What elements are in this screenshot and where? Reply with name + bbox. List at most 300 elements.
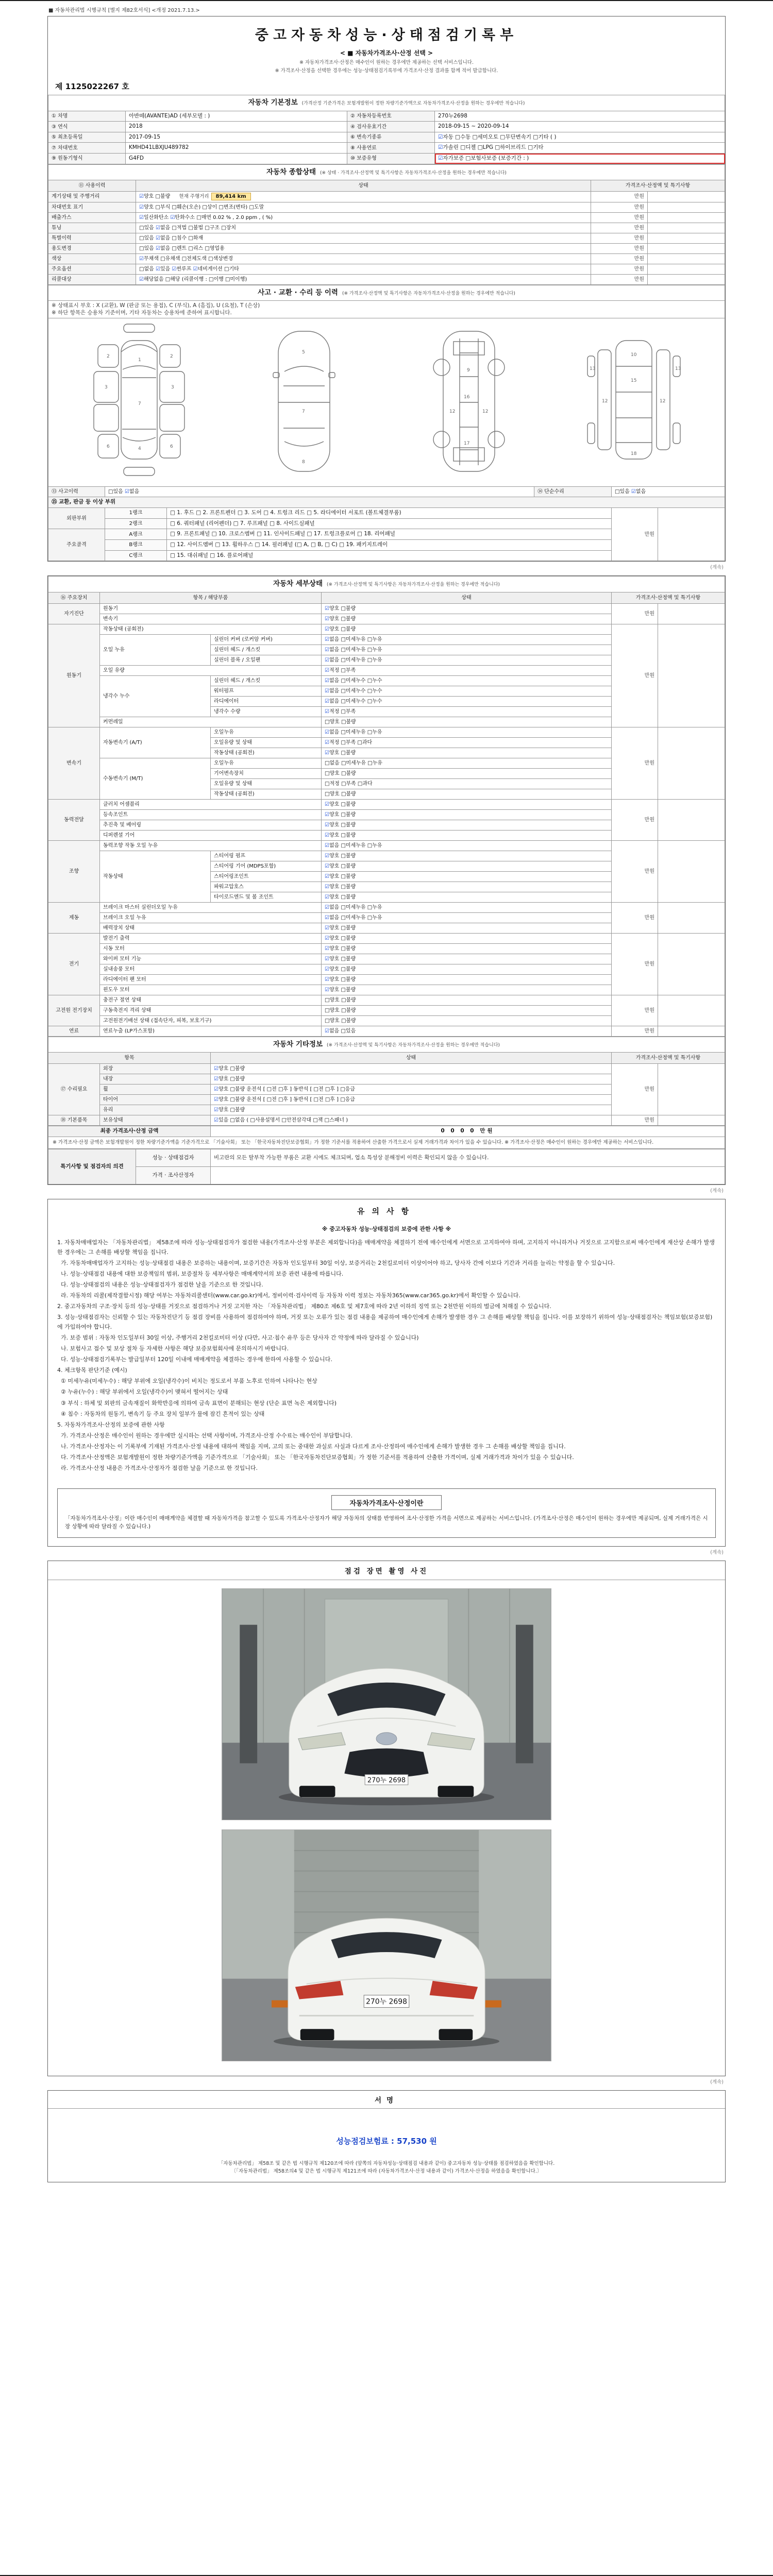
simple-repair-label: ⑭ 단순수리 bbox=[534, 487, 611, 497]
comprehensive-row bbox=[48, 274, 725, 284]
svg-text:2: 2 bbox=[170, 354, 173, 360]
price-cell: 만원 bbox=[591, 223, 647, 233]
svg-text:7: 7 bbox=[138, 401, 141, 407]
opinion-title: 특기사항 및 점검자의 의견 bbox=[48, 1149, 136, 1184]
state-cell: ☑적정 □부족 bbox=[322, 706, 612, 717]
state-cell: ☑양호 □불량 운전석 [ □전 □후 ] 동반석 [ □전 □후 ] □응급 bbox=[211, 1084, 612, 1095]
note-cell bbox=[658, 603, 725, 624]
svg-text:1: 1 bbox=[138, 358, 141, 363]
notice-line: 가. 자동차매매업자가 고지하는 성능·상태점검 내용은 보증하는 내용이며, 보증기간은 자동차 인도일부터 30일 이상, 보증거리는 2천킬로미터 이상이어야 하고, 당사자 간에 이보다 기간과 거리를 늘리는 약정을 할 수 있습니다. bbox=[57, 1259, 615, 1266]
column-header: 상태 bbox=[136, 180, 591, 192]
state-cell: ☑없음 □미세누유 □누유 bbox=[322, 840, 612, 851]
subitem-cell: 작동상태 (공회전) bbox=[211, 789, 322, 799]
subitem-cell: 실린더 헤드 / 개스킷 bbox=[211, 645, 322, 655]
svg-text:17: 17 bbox=[464, 441, 470, 447]
svg-text:13: 13 bbox=[675, 366, 681, 372]
svg-text:15: 15 bbox=[631, 378, 637, 384]
other-info-row bbox=[48, 1064, 725, 1074]
appraiser-opinion-text bbox=[211, 1167, 725, 1184]
state-cell: ☑양호 □불량 bbox=[211, 1064, 612, 1074]
svg-text:5: 5 bbox=[302, 350, 305, 355]
note-cell bbox=[658, 624, 725, 727]
field-value: 2018 bbox=[126, 122, 347, 132]
simple-repair-state: □있음 ☑없음 bbox=[611, 487, 725, 497]
notices-title: 유의사항 bbox=[357, 1207, 416, 1216]
subitem-cell: 실린더 헤드 / 개스킷 bbox=[211, 675, 322, 686]
usage-history-label: 용도변경 bbox=[48, 243, 136, 253]
item-cell: 시동 모터 bbox=[100, 943, 322, 954]
notice-line: ④ 침수 : 자동차의 원동기, 변속기 등 주요 장치 일부가 물에 잠긴 흔적이 있는 상태 bbox=[57, 1410, 265, 1417]
table-row bbox=[48, 1126, 725, 1137]
column-header: ⑯ 주요장치 bbox=[48, 592, 100, 603]
item-cell: 클러치 어셈블리 bbox=[100, 799, 322, 809]
subitem-cell: 타이로드엔드 및 볼 조인트 bbox=[211, 892, 322, 902]
column-header: 항목 bbox=[48, 1053, 211, 1064]
final-price-table bbox=[48, 1126, 725, 1137]
price-cell: 만원 bbox=[591, 212, 647, 223]
comprehensive-row bbox=[48, 253, 725, 264]
state-cell: □양호 □불량 bbox=[322, 789, 612, 799]
fee-value: 57,530 원 bbox=[397, 2137, 437, 2146]
comprehensive-row bbox=[48, 223, 725, 233]
notice-line: 가. 보증 범위 : 자동차 인도일부터 30일 이상, 주행거리 2천킬로미터 이상 (다만, 사고·침수 유무 등은 당사자 간 약정에 따라 달라질 수 있습니다) bbox=[57, 1334, 419, 1341]
field-value: 270누2698 bbox=[435, 111, 725, 122]
note-cell bbox=[658, 727, 725, 799]
svg-text:10: 10 bbox=[631, 352, 637, 358]
svg-text:9: 9 bbox=[467, 368, 470, 374]
subitem-cell: 워터펌프 bbox=[211, 686, 322, 696]
comprehensive-row bbox=[48, 243, 725, 253]
usage-history-label: 리콜대상 bbox=[48, 274, 136, 284]
note-cell bbox=[647, 264, 725, 274]
photo-section-title: 점검 장면 촬영 사진 bbox=[48, 1561, 725, 1580]
field-value: ☑자동 □수동 □세미오토 □무단변속기 □기타 ( ) bbox=[435, 132, 725, 143]
table-row bbox=[48, 154, 725, 164]
state-cell: □양호 □불량 bbox=[322, 1005, 612, 1015]
detail-row bbox=[48, 933, 725, 943]
comprehensive-row bbox=[48, 192, 725, 202]
item-cell: 작동상태 bbox=[100, 851, 211, 902]
fee-label: 성능점검보험료 : bbox=[336, 2137, 394, 2146]
other-item-label: 외장 bbox=[100, 1064, 211, 1074]
state-cell: ☑양호 □불량 bbox=[322, 830, 612, 840]
inspection-photo-rear bbox=[222, 1829, 551, 2061]
table-header-row bbox=[48, 180, 725, 192]
state-cell: ☑양호 □불량 bbox=[322, 799, 612, 809]
svg-text:270누 2698: 270누 2698 bbox=[366, 1997, 407, 2006]
item-cell: 충전구 절연 상태 bbox=[100, 995, 322, 1005]
state-cell: ☑양호 □불량 bbox=[322, 933, 612, 943]
notice-line: 4. 체크항목 판단기준 (예시) bbox=[57, 1367, 127, 1374]
state-cell: ☑양호 □불량 bbox=[322, 748, 612, 758]
subitem-cell: 오일유량 및 상태 bbox=[211, 737, 322, 748]
state-cell: ☑없음 □있음 bbox=[322, 1026, 612, 1036]
accident-history-state: □있음 ☑없음 bbox=[105, 487, 534, 497]
state-cell: ☑없음 □미세누수 □누수 bbox=[322, 686, 612, 696]
detail-row bbox=[48, 902, 725, 912]
subitem-cell: 작동상태 (공회전) bbox=[211, 748, 322, 758]
form-header bbox=[48, 16, 725, 78]
notice-line: ③ 부식 : 하체 및 외판의 금속재질이 화학반응에 의하여 금속 표면이 분해되는 현상 (단순 표면 녹은 제외합니다) bbox=[57, 1399, 337, 1406]
panel-group-cell: 주요골격 bbox=[48, 529, 105, 561]
state-cell: ☑양호 □불량 bbox=[322, 964, 612, 974]
usage-history-label: 색상 bbox=[48, 253, 136, 264]
note-cell bbox=[647, 223, 725, 233]
other-section-title: 자동차 기타정보 (※ 가격조사·산정액 및 특기사항은 자동차가격조사·산정을 원하는 경우에만 적습니다) bbox=[48, 1037, 725, 1053]
state-cell: ☑적정 □부족 bbox=[322, 665, 612, 675]
note-cell bbox=[658, 933, 725, 995]
detail-row bbox=[48, 799, 725, 809]
comprehensive-section-title: 자동차 종합상태 (※ 상태 · 가격조사·산정액 및 특기사항은 자동차가격조사·산정을 원하는 경우에만 적습니다) bbox=[48, 164, 725, 180]
usage-history-label: 주요옵션 bbox=[48, 264, 136, 274]
accident-history-table bbox=[48, 285, 725, 562]
rank-label-cell: B랭크 bbox=[105, 540, 167, 551]
notice-line: 라. 가격조사·산정 내용은 가격조사·산정자가 점검한 날을 기준으로 한 것입니다. bbox=[57, 1465, 258, 1472]
other-item-label: 휠 bbox=[100, 1084, 211, 1095]
state-cell: ☑양호 □불량 bbox=[322, 624, 612, 634]
detail-row bbox=[48, 995, 725, 1005]
page-title: 중고자동차성능·상태점검기록부 bbox=[255, 27, 518, 43]
item-cell: 연료누출 (LP가스포함) bbox=[100, 1026, 322, 1036]
device-group-cell: 자기진단 bbox=[48, 603, 100, 624]
price-cell: 만원 bbox=[611, 1026, 658, 1036]
subitem-cell: 냉각수 수량 bbox=[211, 706, 322, 717]
device-group-cell: 연료 bbox=[48, 1026, 100, 1036]
basic-info-table bbox=[48, 95, 725, 164]
state-cell: ☑없음 □미세누유 □누유 bbox=[322, 634, 612, 645]
note-cell bbox=[658, 995, 725, 1026]
state-cell: ☑양호 □불량 bbox=[322, 985, 612, 995]
note-cell bbox=[647, 212, 725, 223]
svg-text:16: 16 bbox=[464, 395, 470, 400]
svg-text:3: 3 bbox=[105, 385, 108, 391]
detail-row bbox=[48, 1026, 725, 1036]
subitem-cell: 라디에이터 bbox=[211, 696, 322, 706]
note-cell bbox=[658, 1026, 725, 1036]
accident-history-label: ⑬ 사고이력 bbox=[48, 487, 105, 497]
appraiser-label: 가격 · 조사산정자 bbox=[136, 1167, 211, 1184]
state-cell: ☑없음 □미세누유 □누유 bbox=[322, 912, 612, 923]
notice-line: 1. 자동차매매업자는 「자동차관리법」 제58조에 따라 성능·상태점검자가 점검한 내용(가격조사·산정 부분은 제외합니다)을 매매계약을 체결하기 전에 매수인에게 서면으로 고지하여야 하며, 고지하지 아니하거나 거짓으로 고지함으로써 매수인에게 재산상 손해가 발생한 경우에는 그 손해를 배상할 책임을 집니다. bbox=[57, 1239, 715, 1256]
field-label: ⑦ 차대번호 bbox=[48, 143, 126, 154]
item-cell: 동력조향 작동 오일 누유 bbox=[100, 840, 322, 851]
state-cell: ☑양호 □불량 bbox=[322, 923, 612, 933]
current-mileage-value: 89,414 km bbox=[211, 193, 251, 200]
subitem-cell: 오일누유 bbox=[211, 727, 322, 737]
state-cell: ☑없음 □미세누유 □누유 bbox=[322, 727, 612, 737]
item-cell: 추진축 및 베어링 bbox=[100, 820, 322, 830]
field-label: ⑥ 변속기종류 bbox=[347, 132, 435, 143]
state-cell: □적정 □부족 □과다 bbox=[322, 778, 612, 789]
field-value: G4FD bbox=[126, 154, 347, 164]
item-cell: 구동축전지 격리 상태 bbox=[100, 1005, 322, 1015]
rank-row bbox=[48, 508, 725, 519]
state-mark-legend: ※ 상태표시 부호 : X (교환), W (판금 또는 용접), C (부식), A (흠집), U (요철), T (손상) ※ 하단 항목은 승용차 기준이며, 기타 자동차는 승용차에 준하여 표시합니다. bbox=[48, 301, 725, 318]
table-row bbox=[48, 122, 725, 132]
state-cell: ☑해당없음 □해당 (리콜이행 : □이행 □미이행) bbox=[136, 274, 591, 284]
notice-line: ① 미세누유(미세누수) : 해당 부위에 오일(냉각수)이 비치는 정도로서 부품 노후로 인하여 나타나는 현상 bbox=[57, 1378, 317, 1385]
note-cell bbox=[647, 233, 725, 243]
diagram-row bbox=[48, 318, 725, 487]
final-price-value: 0 0 0 0 만원 bbox=[211, 1126, 725, 1137]
field-value: KMHD41LBXJU489782 bbox=[126, 143, 347, 154]
svg-text:13: 13 bbox=[590, 366, 596, 372]
car-exterior-unfolded-diagram bbox=[62, 320, 216, 485]
price-cell: 만원 bbox=[611, 933, 658, 995]
item-cell: 고전원전기배선 상태 (접속단자, 피복, 보호기구) bbox=[100, 1015, 322, 1026]
field-label: ⑨ 원동기형식 bbox=[48, 154, 126, 164]
detail-row bbox=[48, 624, 725, 634]
rank-items-cell: □ 15. 대쉬패널 □ 16. 플로어패널 bbox=[167, 550, 612, 561]
table-row bbox=[48, 132, 725, 143]
field-value: 아반떼(AVANTE)AD (세부모델 : ) bbox=[126, 111, 347, 122]
state-cell: ☑양호 □불량 bbox=[211, 1105, 612, 1115]
item-cell: 발전기 출력 bbox=[100, 933, 322, 943]
state-cell: ☑양호 □불량 bbox=[322, 974, 612, 985]
notice-line: ※ 중고자동차 성능·상태점검의 보증에 관한 사항 ※ bbox=[322, 1226, 451, 1233]
state-cell: ☑적정 □부족 □과다 bbox=[322, 737, 612, 748]
price-survey-select-title: < ■ 자동차가격조사·산정 선택 > bbox=[340, 49, 433, 57]
svg-text:2: 2 bbox=[107, 354, 110, 360]
item-cell: 브레이크 오일 누유 bbox=[100, 912, 322, 923]
price-cell: 만원 bbox=[611, 902, 658, 933]
column-header: 가격조사·산정액 및 특기사항 bbox=[611, 1053, 725, 1064]
other-group-cell: ⑰ 수리필요 bbox=[48, 1064, 100, 1115]
page-box-1 bbox=[47, 16, 726, 562]
price-survey-note-2: ※ 가격조사·산정을 선택한 경우에는 성능·상태점검기록부에 가격조사·산정 결과를 함께 적어 발급합니다. bbox=[275, 68, 498, 74]
state-cell: ☑양호 □불량 bbox=[322, 943, 612, 954]
notice-line: 가. 가격조사·산정은 매수인이 원하는 경우에만 실시하는 선택 사항이며, 가격조사·산정 수수료는 매수인이 부담합니다. bbox=[57, 1432, 352, 1439]
notices-body bbox=[48, 1221, 725, 1483]
price-cell: 만원 bbox=[611, 840, 658, 902]
continue-marker: (계속) bbox=[710, 565, 724, 571]
item-cell: 원동기 bbox=[100, 603, 322, 614]
note-cell bbox=[647, 192, 725, 202]
final-price-label: 최종 가격조사·산정 금액 bbox=[48, 1126, 211, 1137]
rank-label-cell: 2랭크 bbox=[105, 518, 167, 529]
notice-line: 라. 자동차의 리콜(제작결함시정) 해당 여부는 자동차리콜센터(www.car.go.kr)에서, 정비이력·검사이력 등 자동차 이력 정보는 자동차365(www.car365.go.kr)에서 확인할 수 있습니다. bbox=[57, 1292, 520, 1299]
svg-text:18: 18 bbox=[631, 451, 637, 457]
inspection-photo-front bbox=[222, 1588, 551, 1820]
continue-marker: (계속) bbox=[710, 1550, 724, 1556]
column-header: 항목 / 해당부품 bbox=[100, 592, 322, 603]
rank-items-cell: □ 12. 사이드멤버 □ 13. 휠하우스 □ 14. 필러패널 (□ A, □ B, □ C) □ 19. 패키지트레이 bbox=[167, 540, 612, 551]
inspector-opinion-text: 비고란의 모든 탈부착 가능한 부품은 교환 시에도 체크되며, 업소 특성상 분해정비 이력은 확인되지 않을 수 있습니다. bbox=[211, 1149, 725, 1167]
svg-text:6: 6 bbox=[107, 444, 110, 450]
field-label: ③ 연식 bbox=[48, 122, 126, 132]
field-label: ⑩ 보증유형 bbox=[347, 154, 435, 164]
other-info-table bbox=[48, 1037, 725, 1126]
state-cell: ☑양호 □부식 □훼손(오손) □상이 □변조(변타) □도말 bbox=[136, 202, 591, 212]
table-row bbox=[48, 1167, 725, 1184]
document-number: 제 1125022267 호 bbox=[55, 82, 129, 91]
device-group-cell: 고전원 전기장치 bbox=[48, 995, 100, 1026]
state-cell: ☑양호 □불량 bbox=[322, 820, 612, 830]
device-group-cell: 전기 bbox=[48, 933, 100, 995]
price-cell: 만원 bbox=[611, 995, 658, 1026]
svg-text:270누 2698: 270누 2698 bbox=[367, 1776, 406, 1785]
price-cell: 만원 bbox=[611, 727, 658, 799]
subitem-cell: 파워고압호스 bbox=[211, 882, 322, 892]
svg-text:7: 7 bbox=[302, 409, 305, 415]
price-cell: 만원 bbox=[591, 192, 647, 202]
state-cell: ☑양호 □불량 bbox=[322, 882, 612, 892]
table-header-row bbox=[48, 592, 725, 603]
rank-items-cell: □ 1. 후드 □ 2. 프론트펜더 □ 3. 도어 □ 4. 트렁크 리드 □ 5. 라디에이터 서포트 (볼트체결부품) bbox=[167, 508, 612, 519]
item-cell: 오일 누유 bbox=[100, 634, 211, 665]
state-cell: □있음 ☑없음 □적법 □불법 □구조 □장치 bbox=[136, 223, 591, 233]
device-group-cell: 제동 bbox=[48, 902, 100, 933]
state-cell: ☑양호 □불량 bbox=[322, 861, 612, 871]
subitem-cell: 스티어링조인트 bbox=[211, 871, 322, 882]
notice-line: 나. 성능·상태점검 내용에 대한 보증책임의 범위, 보증절차 등 세부사항은 매매계약서의 보증 관련 내용에 따릅니다. bbox=[57, 1270, 344, 1277]
item-cell: 배력장치 상태 bbox=[100, 923, 322, 933]
panel-group-cell: 외판부위 bbox=[48, 508, 105, 529]
note-cell bbox=[658, 1115, 725, 1126]
subitem-cell: 실린더 블록 / 오일팬 bbox=[211, 655, 322, 665]
usage-history-label: 특별이력 bbox=[48, 233, 136, 243]
column-header: 가격조사·산정액 및 특기사항 bbox=[591, 180, 725, 192]
svg-text:12: 12 bbox=[449, 409, 456, 415]
continue-marker: (계속) bbox=[710, 1188, 724, 1194]
state-cell: ☑양호 □불량 운전석 [ □전 □후 ] 동반석 [ □전 □후 ] □응급 bbox=[211, 1095, 612, 1105]
exchange-area-label: ⑮ 교환, 판금 등 이상 부위 bbox=[48, 497, 725, 508]
item-cell: 작동상태 (공회전) bbox=[100, 624, 322, 634]
state-cell: ☑일산화탄소 ☑탄화수소 □매연 0.02 % , 2.0 ppm , ( %) bbox=[136, 212, 591, 223]
rank-items-cell: □ 6. 쿼터패널 (리어펜더) □ 7. 루프패널 □ 8. 사이드실패널 bbox=[167, 518, 612, 529]
car-frame-unfolded-diagram bbox=[557, 320, 711, 485]
note-cell bbox=[658, 1064, 725, 1115]
table-row bbox=[48, 497, 725, 508]
item-cell: 변속기 bbox=[100, 614, 322, 624]
svg-text:3: 3 bbox=[171, 385, 174, 391]
note-cell bbox=[658, 840, 725, 902]
state-cell: ☑양호 □불량 bbox=[322, 892, 612, 902]
note-cell bbox=[658, 508, 725, 561]
signature-section-title: 서명 bbox=[48, 2091, 725, 2109]
price-cell: 만원 bbox=[591, 233, 647, 243]
item-cell: 라디에이터 팬 모터 bbox=[100, 974, 322, 985]
note-cell bbox=[647, 274, 725, 284]
other-info-row bbox=[48, 1115, 725, 1126]
other-item-label: 내장 bbox=[100, 1074, 211, 1084]
car-top-view-diagram bbox=[227, 320, 381, 485]
price-survey-definition-title: 자동차가격조사·산정이란 bbox=[331, 1495, 441, 1510]
subitem-cell: 기어변속장치 bbox=[211, 768, 322, 778]
rank-items-cell: □ 9. 프론트패널 □ 10. 크로스멤버 □ 11. 인사이드패널 □ 17. 트렁크플로어 □ 18. 리어패널 bbox=[167, 529, 612, 540]
state-cell: ☑양호 □불량 bbox=[322, 851, 612, 861]
legend-row bbox=[48, 301, 725, 318]
note-cell bbox=[658, 799, 725, 840]
field-label: ① 차명 bbox=[48, 111, 126, 122]
notice-line: 다. 성능·상태점검의 내용은 성능·상태점검자가 점검한 날을 기준으로 한 것입니다. bbox=[57, 1281, 263, 1288]
notice-line: ② 누유(누수) : 해당 부위에서 오일(냉각수)이 맺혀서 떨어지는 상태 bbox=[57, 1388, 228, 1396]
usage-history-label: 계기상태 및 주행거리 bbox=[48, 192, 136, 202]
state-cell: ☑양호 □불량 bbox=[211, 1074, 612, 1084]
state-cell: □있음 ☑없음 □렌트 □리스 □영업용 bbox=[136, 243, 591, 253]
state-cell: ☑양호 □불량 bbox=[322, 603, 612, 614]
price-cell: 만원 bbox=[591, 264, 647, 274]
price-survey-definition-text: 「자동차가격조사·산정」이란 매수인이 매매계약을 체결할 때 자동차가격을 참고할 수 있도록 가격조사·산정자가 해당 자동차의 상태를 반영하여 조사·산정한 가격을 서면으로 제공하는 서비스입니다. (가격조사·산정은 매수인이 원하는 경우에만 제공되며, 실제 거래가격은 시장 상황에 따라 달라질 수 있습니다.) bbox=[65, 1515, 708, 1530]
detail-row bbox=[48, 727, 725, 737]
rank-label-cell: A랭크 bbox=[105, 529, 167, 540]
table-header-row bbox=[48, 1053, 725, 1064]
warranty-type-value: ☑자가보증 □보험사보증 (보증기간 : ) bbox=[435, 154, 725, 164]
state-cell: ☑없음 □미세누유 □누유 bbox=[322, 655, 612, 665]
inspector-label: 성능 · 상태점검자 bbox=[136, 1149, 211, 1167]
price-survey-note-1: ※ 자동차가격조사·산정은 매수인이 원하는 경우에만 제공하는 선택 서비스입니다. bbox=[299, 60, 474, 65]
svg-text:8: 8 bbox=[302, 460, 305, 465]
subitem-cell: 오일누유 bbox=[211, 758, 322, 768]
notice-line: 다. 성능·상태점검기록부는 발급일부터 120일 이내에 매매계약을 체결하는 경우에 한하여 사용할 수 있습니다. bbox=[57, 1355, 332, 1363]
other-item-label: 타이어 bbox=[100, 1095, 211, 1105]
detail-row bbox=[48, 603, 725, 614]
state-cell: ☑양호 □불량 bbox=[322, 954, 612, 964]
state-cell: ☑양호 □불량 현재 주행거리 89,414 km bbox=[136, 192, 591, 202]
detail-row bbox=[48, 840, 725, 851]
item-cell: 브레이크 마스터 실린더오일 누유 bbox=[100, 902, 322, 912]
usage-history-label: 튜닝 bbox=[48, 223, 136, 233]
price-cell: 만원 bbox=[611, 508, 658, 561]
item-cell: 실내송풍 모터 bbox=[100, 964, 322, 974]
state-cell: □양호 □불량 bbox=[322, 717, 612, 727]
detail-section-title: 자동차 세부상태 (※ 가격조사·산정액 및 특기사항은 자동차가격조사·산정을 원하는 경우에만 적습니다) bbox=[48, 577, 725, 592]
price-cell: 만원 bbox=[611, 799, 658, 840]
field-label: ② 자동차등록번호 bbox=[347, 111, 435, 122]
usage-history-label: 차대번호 표기 bbox=[48, 202, 136, 212]
state-cell: □있음 ☑없음 □침수 □화재 bbox=[136, 233, 591, 243]
detail-state-table bbox=[48, 576, 725, 1037]
subitem-cell: 오일유량 및 상태 bbox=[211, 778, 322, 789]
item-cell: 와이퍼 모터 기능 bbox=[100, 954, 322, 964]
notice-line: 나. 가격조사·산정자는 이 기록부에 기재된 가격조사·산정 내용에 대하여 책임을 지며, 고의 또는 중대한 과실로 사실과 다르게 조사·산정하여 매수인에게 손해가 발생한 경우 그 손해를 배상할 책임을 집니다. bbox=[57, 1443, 566, 1450]
comprehensive-state-table bbox=[48, 164, 725, 285]
comprehensive-row bbox=[48, 264, 725, 274]
device-group-cell: 변속기 bbox=[48, 727, 100, 799]
item-cell: 냉각수 누수 bbox=[100, 675, 211, 717]
svg-text:12: 12 bbox=[482, 409, 489, 415]
other-item-label: 보유상태 bbox=[100, 1115, 211, 1126]
price-cell: 만원 bbox=[611, 1115, 658, 1126]
state-cell: ☑없음 □미세누유 □누유 bbox=[322, 645, 612, 655]
inspector-opinion-table bbox=[48, 1149, 725, 1184]
state-cell: □양호 □불량 bbox=[322, 1015, 612, 1026]
svg-text:12: 12 bbox=[602, 399, 608, 404]
item-cell: 커먼레일 bbox=[100, 717, 322, 727]
comprehensive-row bbox=[48, 212, 725, 223]
price-survey-definition-box bbox=[57, 1488, 716, 1538]
svg-text:4: 4 bbox=[138, 446, 141, 452]
table-row bbox=[48, 1149, 725, 1167]
note-cell bbox=[647, 243, 725, 253]
column-header: ⑪ 사용이력 bbox=[48, 180, 136, 192]
price-cell: 만원 bbox=[611, 1064, 658, 1115]
state-cell: ☑양호 □불량 bbox=[322, 809, 612, 820]
comprehensive-row bbox=[48, 233, 725, 243]
continue-marker: (계속) bbox=[710, 2079, 724, 2086]
field-label: ⑧ 사용연료 bbox=[347, 143, 435, 154]
page-box-4 bbox=[47, 1561, 726, 2076]
field-value: ☑가솔린 □디젤 □LPG □하이브리드 □기타 bbox=[435, 143, 725, 154]
basic-section-title: 자동차 기본정보 (가격산정 기준가격은 보험개발원이 정한 차량기준가액으로 자동차가격조사·산정을 원하는 경우에만 적습니다) bbox=[48, 95, 725, 111]
other-item-label: 유리 bbox=[100, 1105, 211, 1115]
final-price-note: ※ 가격조사·산정 금액은 보험개발원이 정한 차량기준가액을 기준가격으로 「기술사회」 또는 「한국자동차진단보증협회」가 정한 기준서를 적용하여 산출한 가격으로서 실제 거래가격과 차이가 있을 수 있습니다. ※ 가격조사·산정은 매수인이 원하는 경우에만 제공하는 서비스입니다. bbox=[48, 1137, 725, 1149]
price-cell: 만원 bbox=[611, 603, 658, 624]
usage-history-label: 배출가스 bbox=[48, 212, 136, 223]
field-label: ⑤ 최초등록일 bbox=[48, 132, 126, 143]
state-cell: □없음 □미세누유 □누유 bbox=[322, 758, 612, 768]
svg-text:12: 12 bbox=[660, 399, 666, 404]
